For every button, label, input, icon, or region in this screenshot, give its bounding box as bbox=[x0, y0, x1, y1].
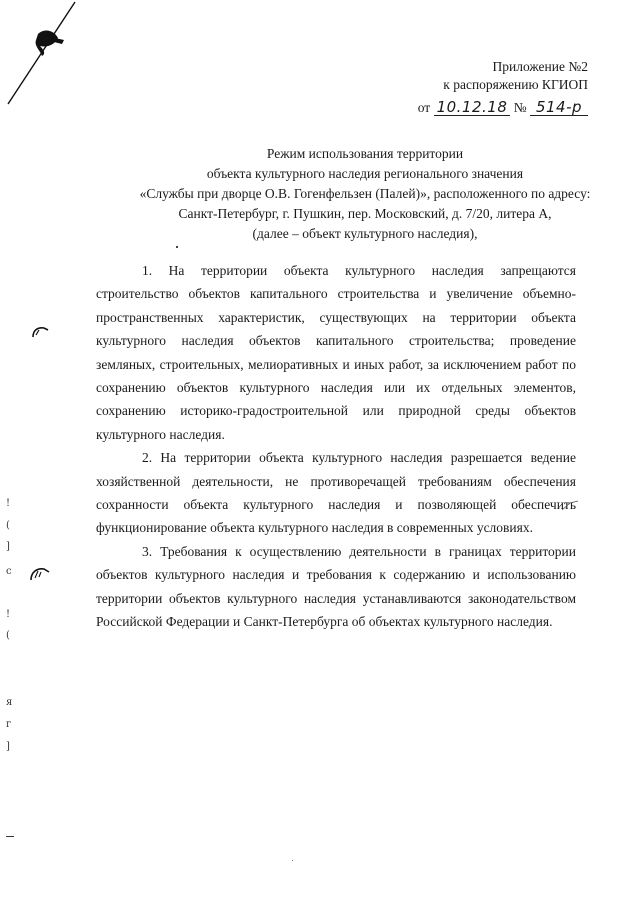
document-body bbox=[96, 259, 576, 634]
paragraph-3: 3. Требования к осуществлению деятельности в границах территории объектов культурного наследия и требования к содержанию и использованию территории объектов культурного наследия устанавливаются законодательством Российской Федерации и Санкт-Петербурга об объектах культурного наследия. bbox=[96, 543, 576, 630]
document-title bbox=[120, 144, 610, 244]
margin-glyph: я bbox=[6, 697, 13, 708]
margin-glyph: ! bbox=[6, 498, 11, 509]
scan-dot bbox=[176, 246, 178, 248]
appendix-subtitle: к распоряжению КГИОП bbox=[443, 76, 588, 92]
title-line-4: Санкт-Петербург, г. Пушкин, пер. Московский, д. 7/20, литера А, bbox=[178, 206, 552, 221]
margin-glyph: ] bbox=[6, 741, 10, 752]
appendix-header bbox=[418, 58, 588, 117]
order-date-number bbox=[418, 99, 588, 117]
paragraph-1: 1. На территории объекта культурного наследия запрещаются строительство объектов капитального строительства и увеличение объемно-пространственных характеристик, существующих на территории объекта культурного наследия объектов капитального строительства; проведение земляных, строительных, мелиоративных и иных работ, за исключением работ по сохранению объектов культурного наследия или их отдельных элементов, сохранению историко-градостроительной или природной среды объектов культурного наследия. bbox=[96, 263, 576, 442]
title-line-5: (далее – объект культурного наследия), bbox=[252, 226, 478, 241]
title-line-1: Режим использования территории bbox=[266, 146, 464, 161]
margin-hook-mark bbox=[30, 325, 52, 339]
from-label: от bbox=[417, 100, 431, 115]
scan-tick bbox=[560, 500, 580, 512]
margin-hook-mark-2 bbox=[28, 566, 52, 582]
margin-glyph: ] bbox=[6, 541, 10, 552]
paragraph-2: 2. На территории объекта культурного наследия разрешается ведение хозяйственной деятельности, не противоречащей требованиям обеспечения сохранности объекта культурного наследия и позволяющей обеспечить функционирование объекта культурного наследия в современных условиях. bbox=[96, 450, 576, 536]
appendix-title: Приложение №2 bbox=[492, 59, 588, 74]
margin-glyph: ( bbox=[6, 630, 10, 641]
margin-glyph: c bbox=[6, 566, 12, 577]
title-line-3: «Службы при дворце О.В. Гогенфельзен (Палей)», расположенного по адресу: bbox=[139, 186, 591, 201]
title-line-2: объекта культурного наследия регионального значения bbox=[206, 166, 524, 181]
scan-dash bbox=[6, 836, 14, 837]
margin-glyph: ! bbox=[6, 609, 11, 620]
handwritten-date: 10.12.18 bbox=[434, 99, 511, 116]
margin-glyph: г bbox=[6, 719, 12, 730]
number-label: № bbox=[513, 100, 527, 115]
handwritten-number: 514-р bbox=[530, 99, 588, 116]
margin-glyph: ( bbox=[6, 520, 10, 531]
staple-mark bbox=[0, 0, 90, 110]
scan-dot-bottom bbox=[292, 860, 293, 861]
